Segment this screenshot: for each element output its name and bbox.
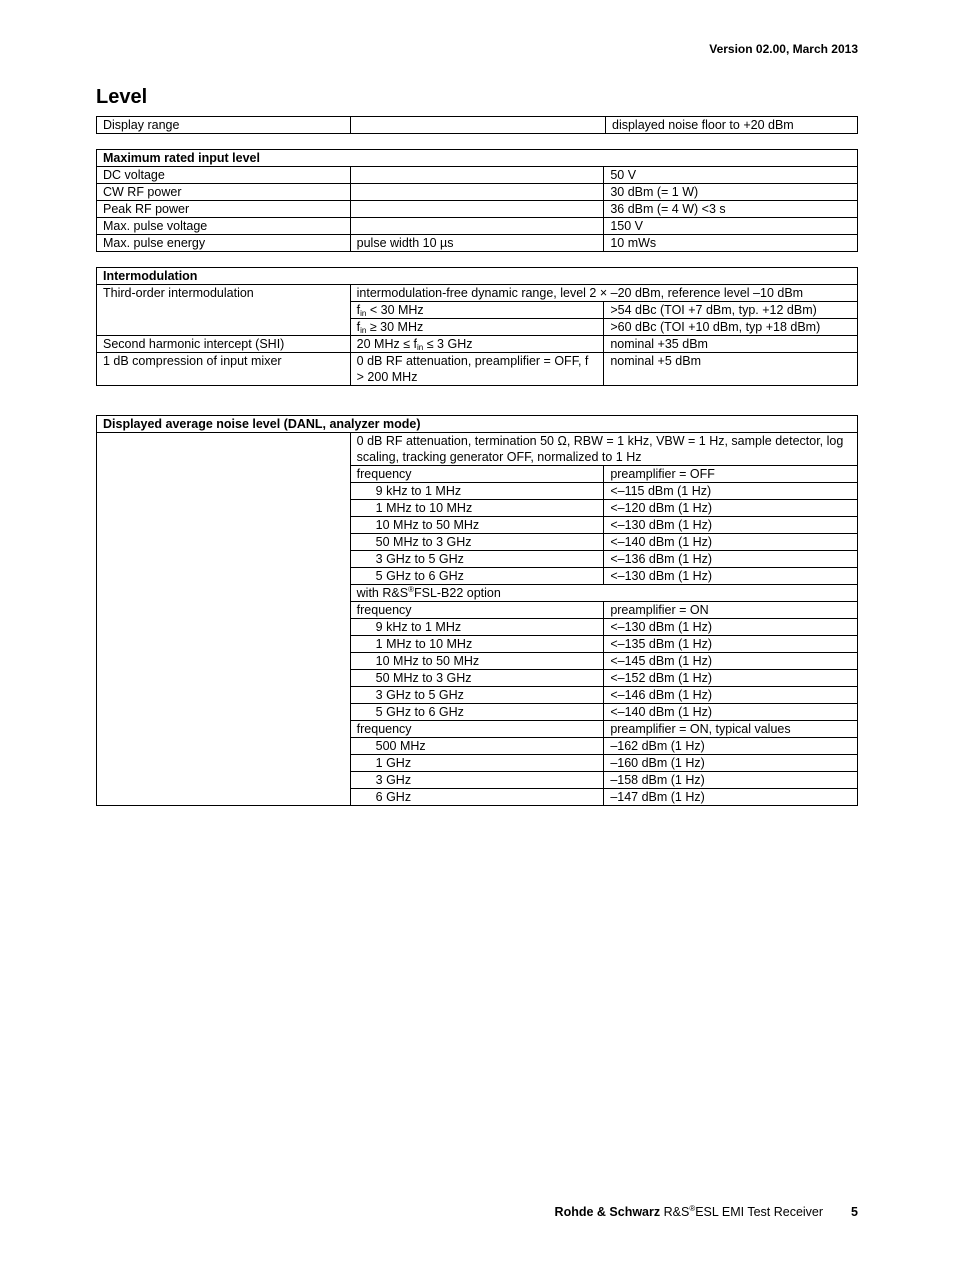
spec-condition: 0 dB RF attenuation, preamplifier = OFF, f > 200 MHz — [350, 353, 604, 386]
frequency-range: 5 GHz to 6 GHz — [350, 704, 604, 721]
spec-condition: 20 MHz ≤ $f_{in} \le 3$ GHz — [350, 336, 604, 353]
table-heading: Displayed average noise level (DANL, analyzer mode) — [97, 416, 858, 433]
table-heading: Maximum rated input level — [97, 150, 858, 167]
table-row — [97, 433, 858, 466]
noise-level-value: <–130 dBm (1 Hz) — [604, 619, 858, 636]
spec-condition — [350, 201, 604, 218]
noise-level-value: <–136 dBm (1 Hz) — [604, 551, 858, 568]
spec-value: 30 dBm (= 1 W) — [604, 184, 858, 201]
spec-label: DC voltage — [97, 167, 351, 184]
table-header-row — [97, 416, 858, 433]
section-title: Level — [96, 86, 148, 108]
display-range-table — [96, 116, 858, 134]
noise-level-value: –160 dBm (1 Hz) — [604, 755, 858, 772]
noise-level-value: <–135 dBm (1 Hz) — [604, 636, 858, 653]
spec-value: >54 dBc (TOI +7 dBm, typ. +12 dBm) — [604, 302, 858, 319]
noise-level-value: <–140 dBm (1 Hz) — [604, 534, 858, 551]
footer-brand: Rohde & Schwarz — [554, 1205, 661, 1219]
table-row — [97, 285, 858, 302]
spec-value: nominal +5 dBm — [604, 353, 858, 386]
spec-value: 36 dBm (= 4 W) <3 s — [604, 201, 858, 218]
table-row — [97, 117, 858, 134]
spec-condition — [350, 184, 604, 201]
frequency-range: 10 MHz to 50 MHz — [350, 653, 604, 670]
column-header: preamplifier = OFF — [604, 466, 858, 483]
spec-condition: $f_{in} \ge 30$ MHz — [350, 319, 604, 336]
spec-label — [97, 433, 351, 806]
noise-level-value: <–140 dBm (1 Hz) — [604, 704, 858, 721]
frequency-range: 3 GHz — [350, 772, 604, 789]
spec-condition: $f_{in} < 30$ MHz — [350, 302, 604, 319]
page-footer — [0, 1205, 858, 1219]
frequency-range: 1 MHz to 10 MHz — [350, 636, 604, 653]
table-row — [97, 184, 858, 201]
danl-table — [96, 415, 858, 806]
noise-level-value: –158 dBm (1 Hz) — [604, 772, 858, 789]
table-row — [97, 167, 858, 184]
noise-level-value: <–115 dBm (1 Hz) — [604, 483, 858, 500]
table-header-row — [97, 150, 858, 167]
table-heading: Intermodulation — [97, 268, 858, 285]
spec-label: Display range — [97, 117, 351, 134]
frequency-range: 9 kHz to 1 MHz — [350, 483, 604, 500]
spec-value: displayed noise floor to +20 dBm — [606, 117, 858, 134]
intermod-table — [96, 267, 858, 386]
spec-label: Max. pulse energy — [97, 235, 351, 252]
table-row — [97, 218, 858, 235]
spec-condition: 0 dB RF attenuation, termination 50 Ω, RBW = 1 kHz, VBW = 1 Hz, sample detector, log scaling, tracking generator OFF, normalized to 1 Hz — [350, 433, 857, 466]
footer-product: R&S®ESL EMI Test Receiver — [660, 1204, 824, 1219]
column-header: frequency — [350, 466, 604, 483]
spec-label: Second harmonic intercept (SHI) — [97, 336, 351, 353]
column-header: preamplifier = ON — [604, 602, 858, 619]
spec-label: 1 dB compression of input mixer — [97, 353, 351, 386]
version-label: Version 02.00, March 2013 — [709, 42, 858, 56]
table-row — [97, 235, 858, 252]
frequency-range: 3 GHz to 5 GHz — [350, 687, 604, 704]
noise-level-value: <–120 dBm (1 Hz) — [604, 500, 858, 517]
frequency-range: 500 MHz — [350, 738, 604, 755]
table-row — [97, 336, 858, 353]
noise-level-value: <–130 dBm (1 Hz) — [604, 568, 858, 585]
spec-value: 10 mWs — [604, 235, 858, 252]
spec-label: Third-order intermodulation — [97, 285, 351, 336]
max-input-table — [96, 149, 858, 252]
spec-condition — [351, 117, 606, 134]
spec-label: Peak RF power — [97, 201, 351, 218]
column-header: preamplifier = ON, typical values — [604, 721, 858, 738]
noise-level-value: <–130 dBm (1 Hz) — [604, 517, 858, 534]
frequency-range: 1 GHz — [350, 755, 604, 772]
frequency-range: 1 MHz to 10 MHz — [350, 500, 604, 517]
noise-level-value: –147 dBm (1 Hz) — [604, 789, 858, 806]
spec-value: >60 dBc (TOI +10 dBm, typ +18 dBm) — [604, 319, 858, 336]
frequency-range: 50 MHz to 3 GHz — [350, 670, 604, 687]
noise-level-value: <–145 dBm (1 Hz) — [604, 653, 858, 670]
noise-level-value: <–152 dBm (1 Hz) — [604, 670, 858, 687]
column-header: frequency — [350, 602, 604, 619]
spec-value: 150 V — [604, 218, 858, 235]
spec-condition — [350, 167, 604, 184]
spec-value: nominal +35 dBm — [604, 336, 858, 353]
column-header: frequency — [350, 721, 604, 738]
frequency-range: 3 GHz to 5 GHz — [350, 551, 604, 568]
spec-label: CW RF power — [97, 184, 351, 201]
frequency-range: 50 MHz to 3 GHz — [350, 534, 604, 551]
spec-label: Max. pulse voltage — [97, 218, 351, 235]
spec-condition: intermodulation-free dynamic range, level 2 × –20 dBm, reference level –10 dBm — [350, 285, 857, 302]
frequency-range: 9 kHz to 1 MHz — [350, 619, 604, 636]
table-header-row — [97, 268, 858, 285]
frequency-range: 5 GHz to 6 GHz — [350, 568, 604, 585]
spec-condition: pulse width 10 µs — [350, 235, 604, 252]
option-note: with R&S®FSL-B22 option — [350, 585, 857, 602]
table-row — [97, 201, 858, 218]
spec-value: 50 V — [604, 167, 858, 184]
frequency-range: 6 GHz — [350, 789, 604, 806]
frequency-range: 10 MHz to 50 MHz — [350, 517, 604, 534]
noise-level-value: <–146 dBm (1 Hz) — [604, 687, 858, 704]
page-number: 5 — [851, 1205, 858, 1219]
noise-level-value: –162 dBm (1 Hz) — [604, 738, 858, 755]
spec-condition — [350, 218, 604, 235]
table-row — [97, 353, 858, 386]
